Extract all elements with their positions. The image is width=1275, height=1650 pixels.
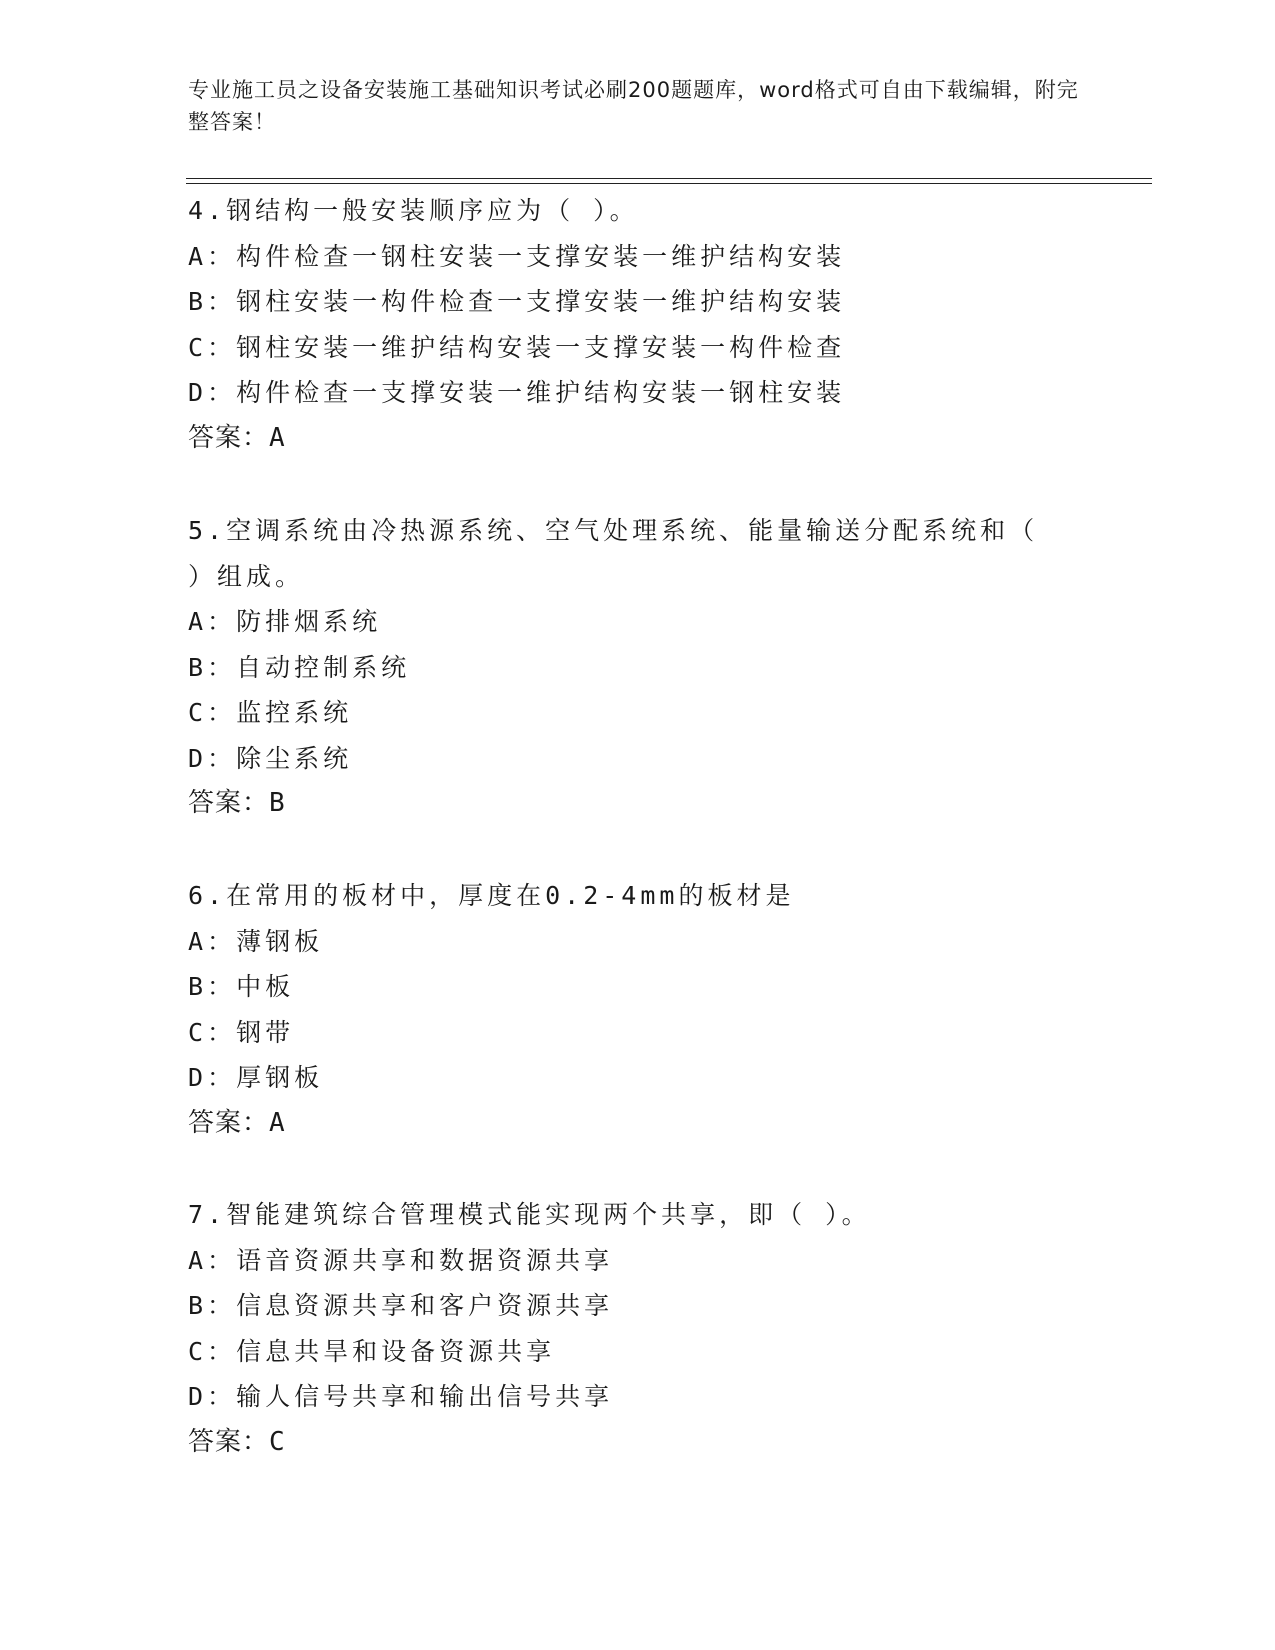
option-text: 信息共旱和设备资源共享 [236,1336,556,1366]
option-b [188,964,1068,1010]
answer [188,416,1068,462]
header-divider-top [186,178,1152,179]
answer-label: 答案： [188,1426,270,1457]
option-key: B： [188,972,237,1001]
option-text: 输人信号共享和输出信号共享 [236,1382,614,1411]
question-stem: 4.钢结构一般安装顺序应为（ ）。 [188,196,639,225]
option-c [188,325,1068,371]
question-4 [188,188,1068,461]
option-a [188,1238,1068,1284]
option-key: C： [188,698,237,727]
option-key: D： [188,1382,237,1411]
answer-label: 答案： [188,422,270,453]
option-d [188,370,1068,416]
option-text: 钢带 [236,1017,295,1047]
answer [188,1101,1068,1147]
answer-value: A [269,1107,286,1138]
option-key: D： [188,1063,237,1092]
header-divider-bottom [186,183,1152,184]
option-text: 自动控制系统 [236,652,411,682]
option-text: 中板 [236,972,295,1001]
option-text: 构件检查一钢柱安装一支撑安装一维护结构安装 [236,241,846,271]
answer-label: 答案： [188,788,270,818]
option-a [188,599,1068,645]
option-text: 钢柱安装一构件检查一支撑安装一维护结构安装 [236,287,846,316]
answer-value: A [269,422,286,453]
option-text: 钢柱安装一维护结构安装一支撑安装一构件检查 [236,332,846,362]
option-key: C： [188,1336,237,1366]
option-text: 信息资源共享和客户资源共享 [236,1291,614,1320]
option-text: 构件检查一支撑安装一维护结构安装一钢柱安装 [236,378,846,407]
option-b [188,279,1068,325]
question-6 [188,873,1068,1146]
option-key: D： [188,378,237,407]
document-title: 专业施工员之设备安装施工基础知识考试必刷200题题库，word格式可自由下载编辑，附完整答案！ [188,78,1079,134]
option-c [188,1329,1068,1375]
option-key: B： [188,1291,237,1320]
option-key: A： [188,926,237,956]
option-key: A： [188,1245,237,1275]
option-text: 防排烟系统 [236,607,382,636]
option-key: C： [188,1017,237,1047]
option-b [188,645,1068,691]
option-d [188,736,1068,782]
option-text: 厚钢板 [236,1063,324,1092]
document-header [188,74,1088,138]
answer-value: B [269,788,286,818]
option-text: 薄钢板 [236,926,324,956]
option-a [188,234,1068,280]
answer [188,1420,1068,1466]
answer-value: C [269,1426,286,1457]
question-stem: 5.空调系统由冷热源系统、空气处理系统、能量输送分配系统和（ ）组成。 [188,516,1039,591]
option-key: A： [188,241,237,271]
option-key: B： [188,652,237,682]
option-key: B： [188,287,237,316]
answer-label: 答案： [188,1107,270,1138]
question-5 [188,508,1068,827]
option-text: 语音资源共享和数据资源共享 [236,1245,614,1275]
option-text: 监控系统 [236,698,353,727]
option-d [188,1055,1068,1101]
option-c [188,1010,1068,1056]
option-b [188,1283,1068,1329]
option-d [188,1374,1068,1420]
answer [188,781,1068,827]
option-c [188,690,1068,736]
question-stem: 7.智能建筑综合管理模式能实现两个共享，即（ ）。 [188,1200,871,1229]
question-7 [188,1192,1068,1465]
option-key: D： [188,743,237,773]
option-key: A： [188,607,237,636]
option-a [188,919,1068,965]
question-stem: 6.在常用的板材中，厚度在0.2-4mm的板材是 [188,881,795,910]
option-text: 除尘系统 [236,743,353,773]
option-key: C： [188,332,237,362]
